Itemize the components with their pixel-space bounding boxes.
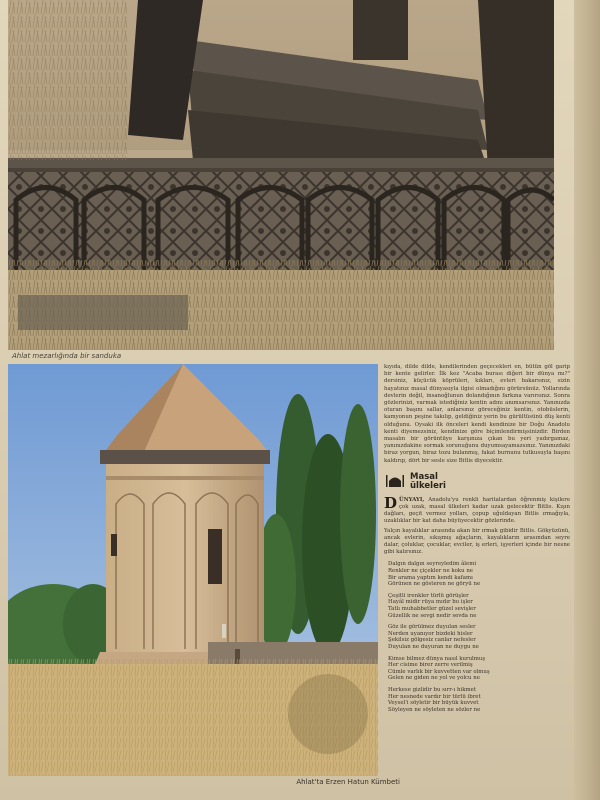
- bottom-photo-caption: Ahlat'ta Erzen Hatun Kümbeti: [296, 778, 400, 786]
- poem-line: Gelen ne giden ne yol ve yolcu ne: [388, 675, 480, 682]
- poem-line: Dalgın dalgın seyreyledim âlemi: [388, 561, 477, 568]
- kumbet-illustration: [8, 364, 378, 776]
- poem-line: Söyleyen ne söyleten ne sözler ne: [388, 706, 481, 713]
- poem-stanza: [384, 656, 570, 682]
- poem-stanza: [384, 624, 570, 650]
- page-fold-edge: [574, 0, 600, 800]
- lead-word: ÜNYAYI,: [399, 496, 425, 503]
- poem-stanza: [384, 687, 570, 713]
- poem: [384, 561, 570, 713]
- section-title-line1: Masal: [410, 471, 438, 482]
- poem-line: Hayâl midir rüya mıdır bu işler: [388, 599, 473, 606]
- tombstone-photo: [8, 0, 554, 350]
- mosque-silhouette-icon: [384, 473, 406, 490]
- poem-stanza: [384, 561, 570, 587]
- poem-line: Çeşitli irenkler türlü görüşler: [388, 592, 469, 599]
- poem-line: Bir arama yaptım kendi kafamı: [388, 574, 473, 581]
- drop-cap: D: [384, 493, 398, 512]
- article-column: [384, 364, 570, 794]
- section-body-1-text: Anadolu'yu renkli haritalardan öğrenmiş kişilere çok uzak, masal ülkeleri kadar uzak gelecektir Bitlis. Kışın dağları, geçit vermez yolları, çopup uğuldayan Bitlis ırmağıyla, uzaklıklar bir kat daha büyüyecektir gözlerinde.: [384, 496, 570, 525]
- poem-line: Tatlı muhabbetler güzel sevişler: [388, 606, 476, 613]
- poem-line: Veysel'i söyletir bir büyük kuvvet: [388, 700, 479, 707]
- section-body-2: Yalçın kayalıklar arasında akan bir ırmak gibidir Bitlis. Gökyüzünü, ancak evlerin, sıkışmış ağaçların, kayalıkların arasından seyre dalar, çoluklar, çocuklar, evciler, iş erleri, işyerleri içinde bir nesne gibi kalırsınız.: [384, 527, 570, 556]
- poem-line: Görünen ne gösteren ne göryü ne: [388, 581, 481, 588]
- poem-line: Nerden uyanıyor bizdeki hisler: [388, 630, 473, 637]
- poem-line: Cümle varlık bir kuvvetten var olmuş: [388, 668, 490, 675]
- poem-line: Renkler ne çiçekler ne koku ne: [388, 568, 473, 575]
- poem-line: Şekilsiz gölgesiz canlar nefesler: [388, 637, 476, 644]
- poem-stanza: [384, 593, 570, 619]
- intro-paragraph: kıyıda, dilde dilde, kendilerinden geçecekleri en, bütün göl garip bir kente gelirler. İlk kez "Acaba burası diğeri bir dünya mı?" dersiniz, küçücük köprüleri, kıkları, evleri bakarsınız, sizin hayatınız masal dünyasıyla ilgisi olmadığını görürsünüz. Yollarında devlerin değil, insanoğlunun dolandığının farkına varırsınız. Sonra gözlerinizi, varmak istediğiniz kentin adını anımsarsınız. Yanınızda oturan başını sallar, anlarsınız göreceğiniz kentin, otobüslerin, kamyonun peşine takılıp, geldiğiniz yerin bu gürültüsünü düş kenti olduğunu. Oysaki ilk önceleri kendi kendinize bir Doğu Anadolu kenti diyemezsiniz, kendinize göre biçimlendirmişsinizdir. Birden masalın bir görüntüye karşınıza çıkan bu yeri yadırgamaz, yanınızdakine sormak sorunuğunu duyumsayamazsınız. Yanınızdaki biraz yorgun, biraz tozu bulanmış, fakat burnunu tutkusuyla başını kaldırıp, dört bir sesle size Bitlis diyecektir.: [384, 364, 570, 464]
- section-header: [384, 473, 570, 491]
- tombstone-illustration: [8, 0, 554, 350]
- top-photo-caption: Ahlat mezarlığında bir sanduka: [12, 352, 122, 360]
- section-title-line2: ülkeleri: [410, 480, 446, 491]
- poem-line: Duyulan ne duyuran ne duygu ne: [388, 644, 479, 650]
- poem-line: Herkese gizlidir bu sırr-ı hikmet: [388, 686, 476, 693]
- tomb-photo: [8, 364, 378, 776]
- poem-line: Her nesnede vardır bir türlü ibret: [388, 693, 481, 700]
- poem-line: Güzellik ne sevgi nedir sevda ne: [388, 612, 477, 619]
- section-body-1: [384, 493, 570, 526]
- poem-line: Göz ile görülmez duyulan sesler: [388, 624, 476, 631]
- poem-line: Kimse bilmez dünya nasıl kurulmuş: [388, 655, 486, 662]
- poem-line: Her cisime birer zerre verilmiş: [388, 662, 473, 669]
